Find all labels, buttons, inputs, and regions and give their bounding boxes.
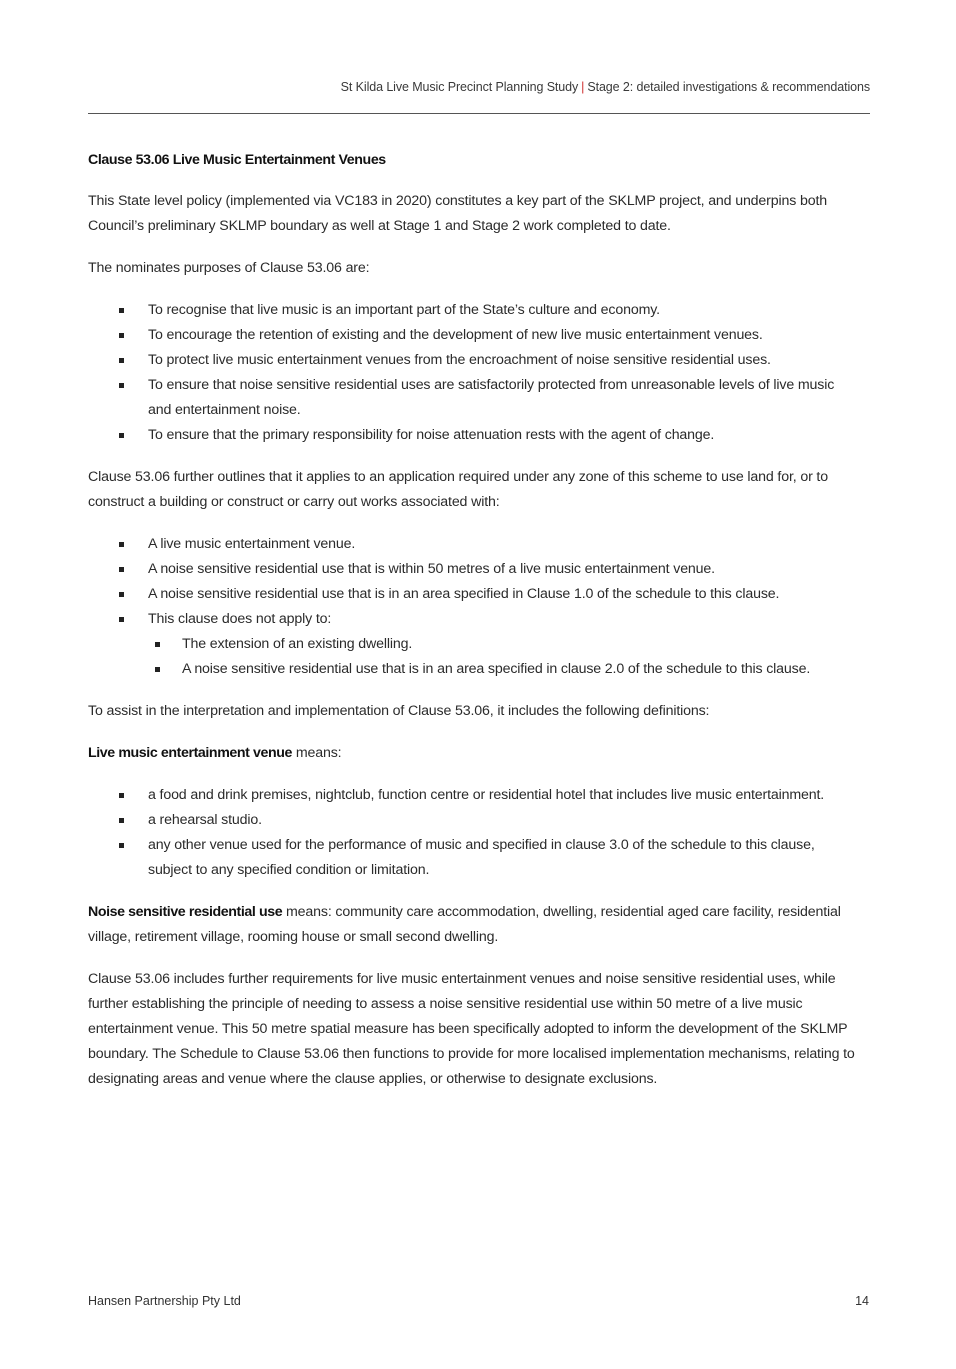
list-item: To encourage the retention of existing and the development of new live music entertainment venues. <box>148 323 860 348</box>
list-item: a food and drink premises, nightclub, function centre or residential hotel that includes live music entertainment. <box>148 783 860 808</box>
venue-term: Live music entertainment venue <box>88 745 293 761</box>
definitions-lead: To assist in the interpretation and implementation of Clause 53.06, it includes the following definitions: <box>88 703 710 719</box>
running-header <box>88 80 870 94</box>
list-item: A noise sensitive residential use that is within 50 metres of a live music entertainment venue. <box>148 557 860 582</box>
list-item: To recognise that live music is an important part of the State’s culture and economy. <box>148 298 860 323</box>
list-item: A noise sensitive residential use that is in an area specified in Clause 1.0 of the schedule to this clause. <box>148 582 860 607</box>
list-item: a rehearsal studio. <box>148 808 860 833</box>
section-heading: Clause 53.06 Live Music Entertainment Venues <box>88 152 386 168</box>
noise-definition <box>88 900 860 950</box>
applies-list <box>88 532 860 682</box>
purposes-lead: The nominates purposes of Clause 53.06 are: <box>88 260 370 276</box>
list-item: To ensure that the primary responsibility for noise attenuation rests with the agent of change. <box>148 423 860 448</box>
exclusions-list <box>148 632 860 682</box>
list-item: any other venue used for the performance of music and specified in clause 3.0 of the schedule to this clause, subject to any specified condition or limitation. <box>148 833 860 883</box>
list-item: A noise sensitive residential use that is in an area specified in clause 2.0 of the schedule to this clause. <box>182 657 860 682</box>
list-item: A live music entertainment venue. <box>148 532 860 557</box>
list-item: To protect live music entertainment venues from the encroachment of noise sensitive residential uses. <box>148 348 860 373</box>
header-rule <box>88 113 870 114</box>
list-item: To ensure that noise sensitive residential uses are satisfactorily protected from unreasonable levels of live music and entertainment noise. <box>148 373 860 423</box>
page-content <box>88 148 860 1109</box>
closing-paragraph: Clause 53.06 includes further requirements for live music entertainment venues and noise sensitive residential uses, while further establishing the principle of needing to assess a noise sensitive residential use within 50 metre of a live music entertainment venue. This 50 metre spatial measure has been specifically adopted to inform the development of the SKLMP boundary. The Schedule to Clause 53.06 then functions to provide for more localised implementation mechanisms, relating to designating areas and venue where the clause applies, or otherwise to designate exclusions. <box>88 971 855 1087</box>
noise-means: means: community care accommodation, dwelling, residential aged care facility, residential village, retirement village, rooming house or small second dwelling. <box>88 904 841 945</box>
header-separator: | <box>581 80 585 94</box>
venue-list <box>88 783 860 883</box>
venue-means: means: <box>292 745 342 761</box>
applies-lead: Clause 53.06 further outlines that it applies to an application required under any zone of this scheme to use land for, or to construct a building or construct or carry out works associated with: <box>88 469 828 510</box>
header-subtitle: Stage 2: detailed investigations & recommendations <box>587 80 870 94</box>
list-item: The extension of an existing dwelling. <box>182 632 860 657</box>
list-item <box>148 607 860 682</box>
page-number: 14 <box>855 1294 869 1308</box>
purposes-list <box>88 298 860 448</box>
footer-company: Hansen Partnership Pty Ltd <box>88 1294 241 1308</box>
venue-definition <box>88 741 860 766</box>
list-item-text: This clause does not apply to: <box>148 611 332 627</box>
noise-term: Noise sensitive residential use <box>88 904 283 920</box>
header-title: St Kilda Live Music Precinct Planning Study <box>340 80 579 94</box>
intro-paragraph: This State level policy (implemented via VC183 in 2020) constitutes a key part of the SKLMP project, and underpins both Council’s preliminary SKLMP boundary as well at Stage 1 and Stage 2 work completed to date. <box>88 193 827 234</box>
